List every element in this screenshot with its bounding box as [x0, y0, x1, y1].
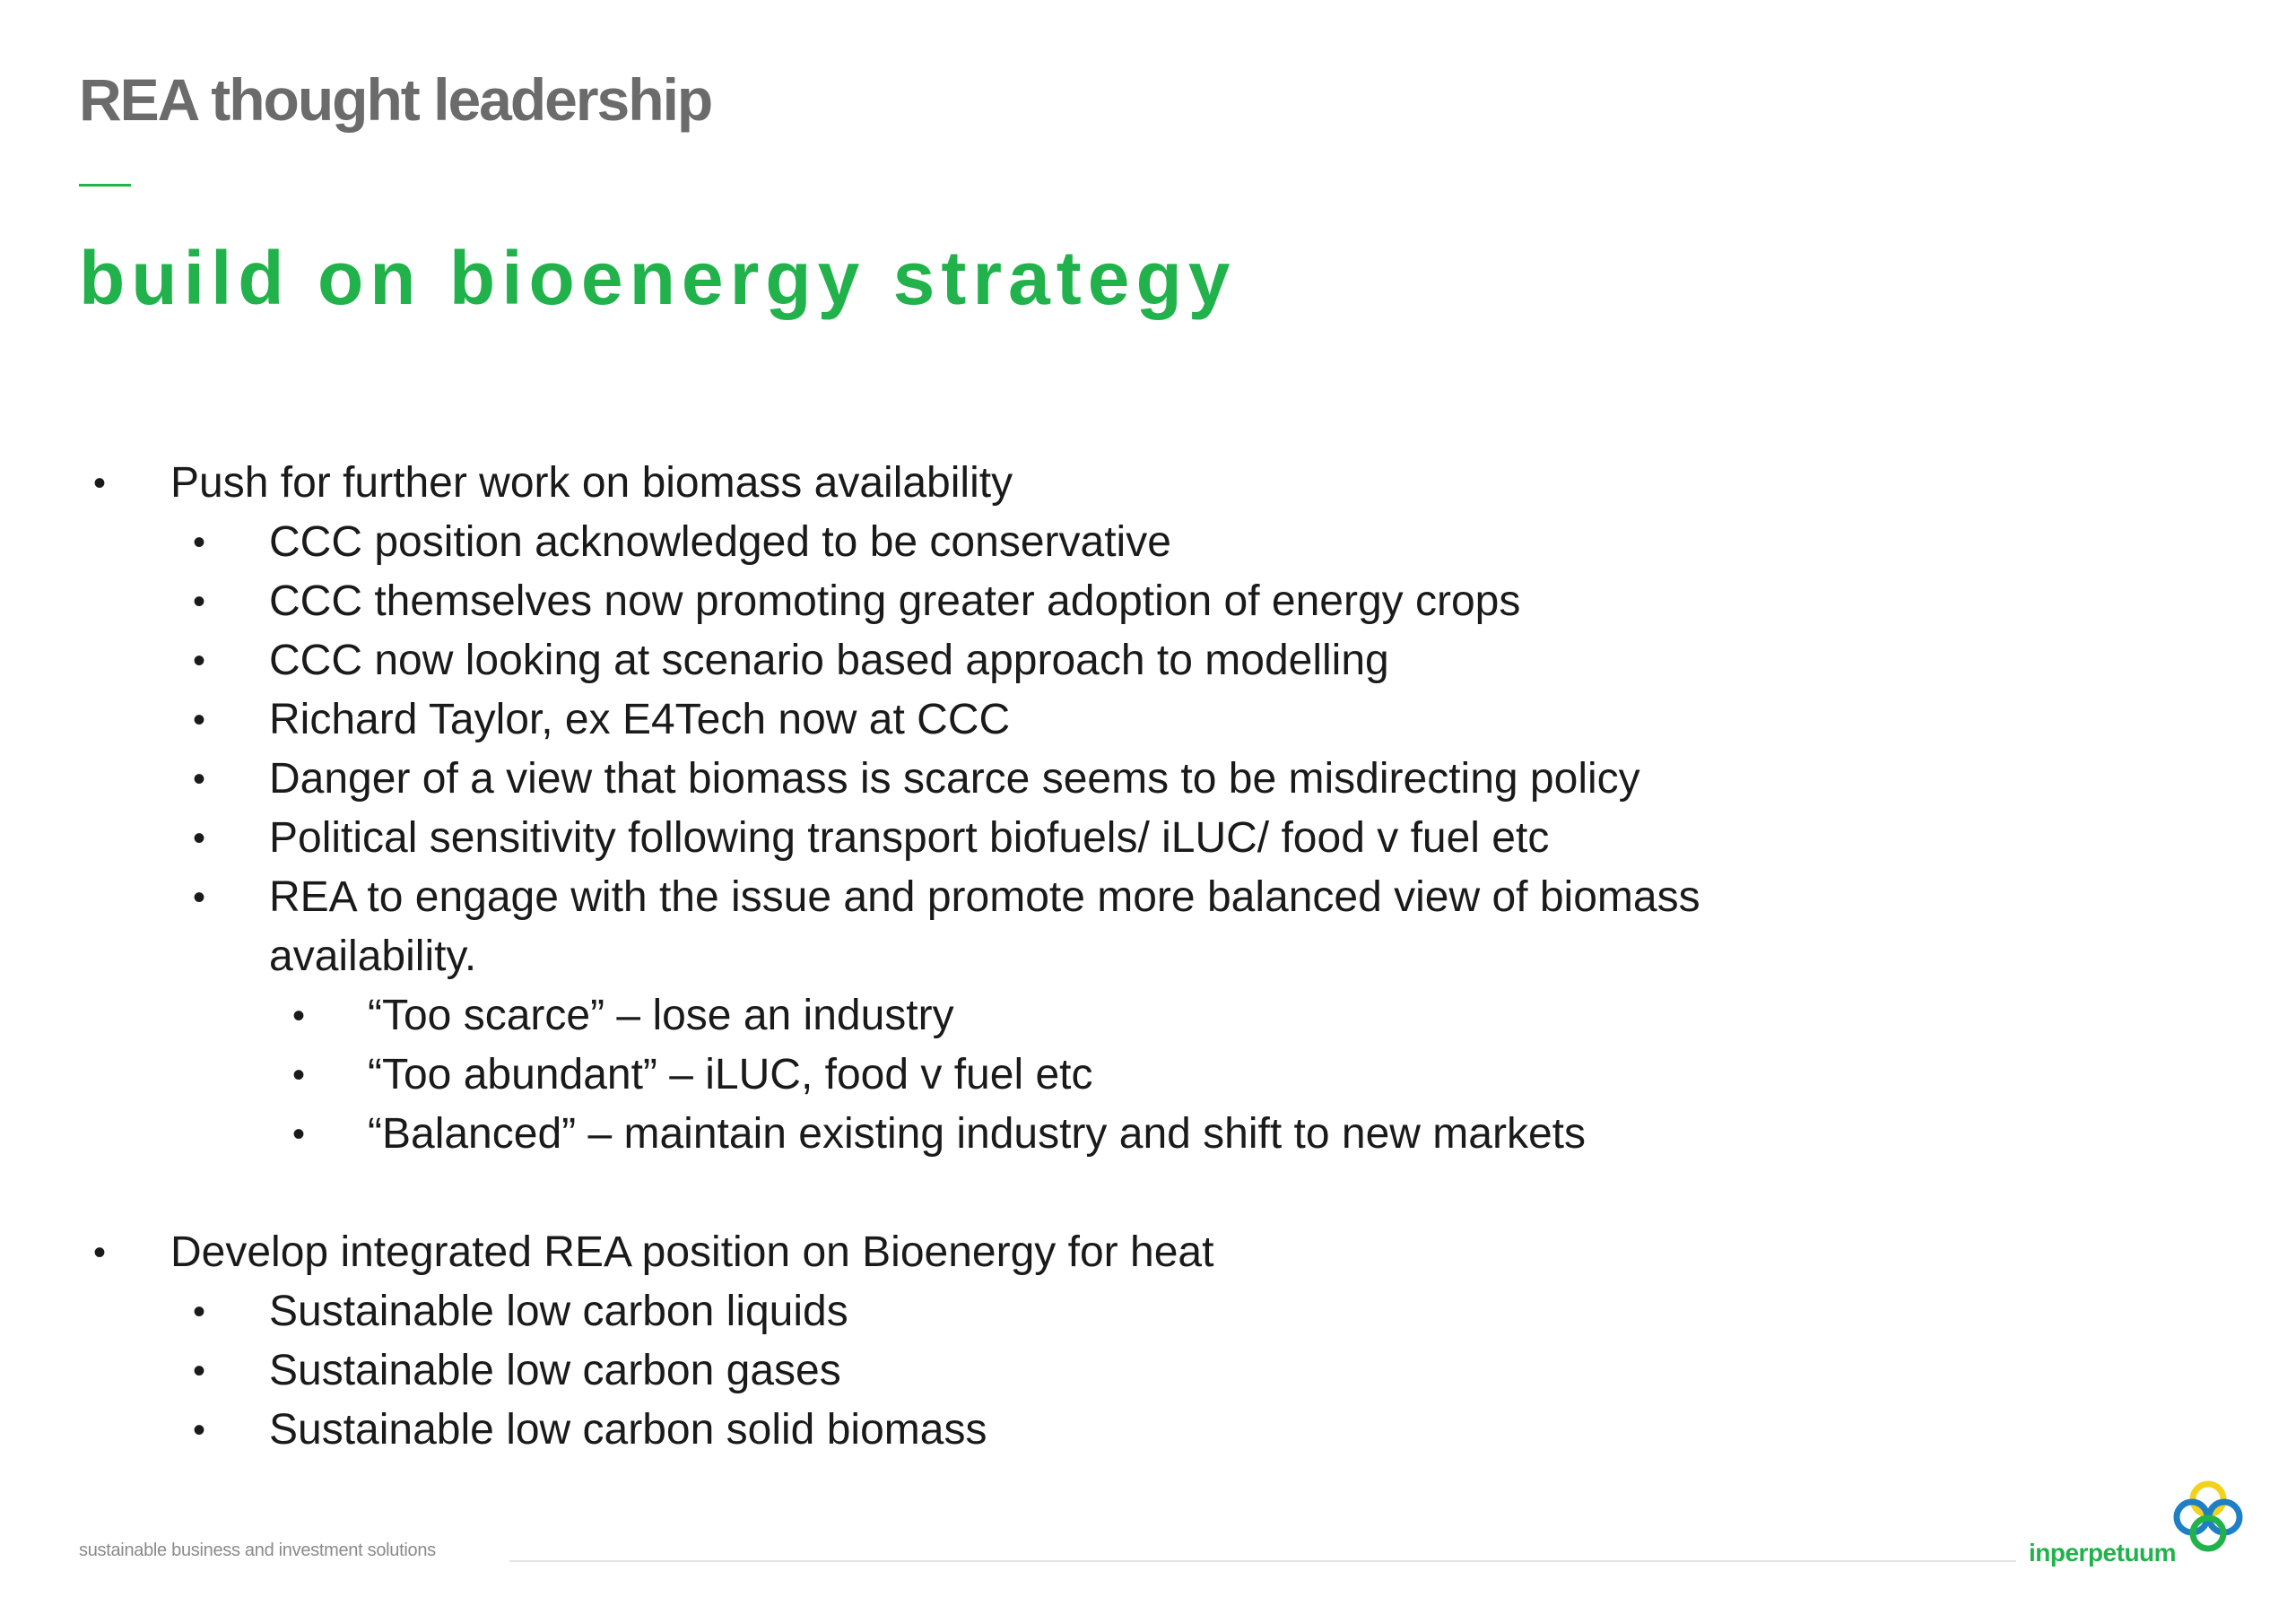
- bullet-text: “Too abundant” – iLUC, food v fuel etc: [368, 1051, 1093, 1098]
- accent-rule: [79, 184, 131, 187]
- bullet-text: Political sensitivity following transport biofuels/ iLUC/ food v fuel etc: [269, 814, 1550, 862]
- footer-divider: [509, 1560, 2016, 1562]
- page-heading: REA thought leadership: [79, 66, 712, 133]
- sub-bullet-item: [0, 1341, 2296, 1401]
- bullet-marker: •: [193, 700, 206, 740]
- bullet-marker: •: [193, 1292, 206, 1332]
- sub-bullet-item: [0, 1282, 2296, 1341]
- bullet-marker: •: [292, 1055, 306, 1095]
- bullet-marker: •: [292, 996, 306, 1036]
- bullet-marker: •: [292, 1115, 306, 1154]
- bullet-text: Develop integrated REA position on Bioenergy for heat: [170, 1228, 1214, 1276]
- sub-bullet-item: [0, 1401, 2296, 1460]
- sub-bullet-item: [0, 868, 2296, 986]
- bullet-text: Sustainable low carbon liquids: [269, 1288, 848, 1335]
- bullet-marker: •: [193, 759, 206, 799]
- footer-tagline: sustainable business and investment solutions: [79, 1541, 436, 1560]
- bullet-marker: •: [93, 464, 107, 503]
- sub-bullet-item: [0, 631, 2296, 690]
- section-gap: [0, 1164, 2296, 1223]
- sub-bullet-item: [0, 572, 2296, 631]
- inperpetuum-logo-icon: [2161, 1478, 2251, 1553]
- bullet-text: Richard Taylor, ex E4Tech now at CCC: [269, 696, 1011, 743]
- bullet-item: [0, 454, 2296, 513]
- bullet-marker: •: [193, 878, 206, 917]
- bullet-text: Sustainable low carbon solid biomass: [269, 1406, 987, 1454]
- brand-name: inperpetuum: [2029, 1539, 2177, 1567]
- bullet-text: CCC themselves now promoting greater adoption of energy crops: [269, 577, 1521, 625]
- bullet-text: Push for further work on biomass availability: [170, 459, 1013, 507]
- bullet-marker: •: [193, 1410, 206, 1450]
- bullet-marker: •: [93, 1233, 107, 1272]
- bullet-text: “Balanced” – maintain existing industry and shift to new markets: [368, 1110, 1586, 1158]
- bullet-marker: •: [193, 582, 206, 621]
- bullet-text: CCC position acknowledged to be conservative: [269, 518, 1171, 566]
- bullet-marker: •: [193, 1351, 206, 1391]
- bullet-marker: •: [193, 523, 206, 562]
- sub-bullet-item: [0, 690, 2296, 750]
- sub-sub-bullet-item: [0, 986, 2296, 1046]
- page-subtitle: build on bioenergy strategy: [79, 236, 1237, 320]
- sub-bullet-item: [0, 809, 2296, 868]
- bullet-marker: •: [193, 641, 206, 681]
- bullet-text: “Too scarce” – lose an industry: [368, 992, 954, 1039]
- sub-bullet-item: [0, 513, 2296, 572]
- bullet-content: [0, 454, 2296, 1460]
- bullet-marker: •: [193, 819, 206, 858]
- bullet-text: Danger of a view that biomass is scarce seems to be misdirecting policy: [269, 755, 1640, 803]
- sub-sub-bullet-item: [0, 1046, 2296, 1105]
- bullet-text: REA to engage with the issue and promote more balanced view of biomass availability.: [269, 873, 1700, 980]
- sub-sub-bullet-item: [0, 1105, 2296, 1164]
- bullet-item: [0, 1223, 2296, 1282]
- bullet-text: Sustainable low carbon gases: [269, 1347, 841, 1394]
- bullet-text: CCC now looking at scenario based approach to modelling: [269, 637, 1389, 684]
- sub-bullet-item: [0, 750, 2296, 809]
